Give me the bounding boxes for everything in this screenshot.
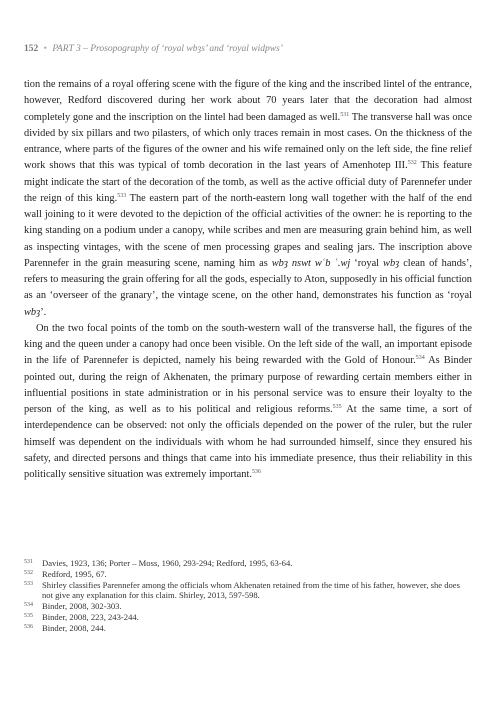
page-number: 152 <box>24 44 39 54</box>
text-run: tion the remains of a royal offering scene with the figure of the king and the inscribed lintel of the entrance, however, Redford discovered during her work about 70 years later that the decoration had almost completely gone and the inscription on the lintel had been damaged as well. <box>24 79 472 123</box>
text-run: clean of hands’, refers to measuring the grain offering for all the gods, especially to Aton, supposedly in his official function as an ‘overseer of the granary’, the vintage scene, on the other hand, demonstrates his function as ‘royal <box>24 257 472 302</box>
footnote-text: Binder, 2008, 223, 243-244. <box>42 611 139 622</box>
running-header <box>24 44 472 54</box>
running-title: PART 3 – Prosopography of ‘royal wbȝs’ and ‘royal widpws’ <box>52 44 283 54</box>
text-run: As Binder pointed out, during the reign of Akhenaten, the primary purpose of rewarding certain members either in influential positions in state administration or in his personal service was to ensure their loyalty to the person of the king, as well as to his political and religious reforms. <box>24 355 472 415</box>
text-run: ‘royal <box>350 257 384 269</box>
footnote-text: Davies, 1923, 136; Porter – Moss, 1960, 293-294; Redford, 1995, 63-64. <box>42 558 293 568</box>
header-separator: • <box>43 44 47 54</box>
transliteration: wbȝ nswt wʿb ʿ.wj <box>271 257 351 269</box>
text-run: At the same time, a sort of interdependence can be observed: not only the officials depended on the power of the ruler, but the ruler himself was dependent on the individuals with whom he had surrounded himself, since they ensured his safety, and directed persons and things that came into his immediate presence, thus their reliability in this politically sensitive situation was extremely important. <box>24 404 472 480</box>
footnote <box>24 601 472 612</box>
text-run: On the two focal points of the tomb on the south-western wall of the transverse hall, the figures of the king and the queen under a canopy had once been visible. On the left side of the wall, an important episode in the life of Parennefer is depicted, namely his being rewarded with the Gold of Honour. <box>24 322 472 367</box>
footnote <box>24 612 472 623</box>
paragraph-1 <box>24 77 472 321</box>
footnote <box>24 558 472 569</box>
footnote-ref: 536 <box>251 469 261 475</box>
footnote <box>24 623 472 634</box>
footnote-number: 531 <box>24 559 33 565</box>
footnote-ref: 535 <box>332 404 342 410</box>
paragraph-2 <box>24 321 472 484</box>
footnote-text: Shirley classifies Parennefer among the officials whom Akhenaten retained from the time of his father, however, she does not give any explanation for this claim. Shirley, 2013, 597-598. <box>42 579 460 601</box>
footnote-number: 536 <box>24 623 33 630</box>
body-text <box>24 77 472 483</box>
footnote-text: Redford, 1995, 67. <box>42 568 107 579</box>
footnote <box>24 569 472 580</box>
footnotes <box>24 558 472 634</box>
footnote-text: Binder, 2008, 244. <box>42 622 106 633</box>
footnote-ref: 532 <box>407 160 417 167</box>
text-run: The eastern part of the north-eastern long wall together with the half of the end wall joining to it were devoted to the depiction of the official activities of the owner: he is reporting to the king standing on a podium under a canopy, while scribes and men are measuring grain behind him, as well as inspecting vintages, with the scene of men processing grapes and sealing jars. The inscription above Parennefer in the grain measuring scene, naming him as <box>24 192 472 269</box>
footnote <box>24 580 472 602</box>
footnote-text: Binder, 2008, 302-303. <box>42 601 122 612</box>
text-run: The transverse hall was once divided by six pillars and two pilasters, of which only traces remain in most cases. On the thickness of the entrance, where parts of the figures of the owner and his wife remained only on the left side, the fine relief work shows that this was typical of tomb decoration in the last years of Amenhotep III. <box>24 111 472 172</box>
transliteration: wbȝ <box>24 306 41 318</box>
footnote-number: 535 <box>24 612 33 619</box>
footnote-ref: 534 <box>415 355 425 362</box>
footnote-ref: 533 <box>117 192 127 199</box>
transliteration: wbȝ <box>383 257 400 269</box>
text-run: This feature might indicate the start of the decoration of the tomb, as well as the active official duty of Parennefer under the reign of this king. <box>24 160 472 204</box>
text-run: ’. <box>40 306 47 318</box>
footnote-number: 534 <box>24 602 33 609</box>
footnote-number: 533 <box>24 580 33 587</box>
footnote-ref: 531 <box>340 111 350 118</box>
footnote-number: 532 <box>24 569 33 576</box>
